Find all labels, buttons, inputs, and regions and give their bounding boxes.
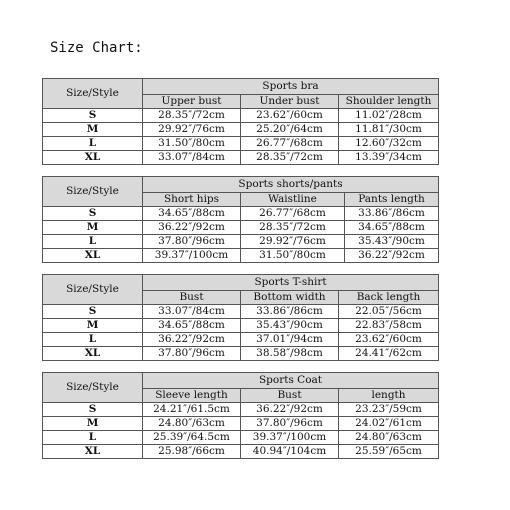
value-cell: 28.35″/72cm: [241, 151, 339, 165]
value-cell: 24.80″/63cm: [143, 417, 241, 431]
value-cell: 33.86″/86cm: [241, 305, 339, 319]
table-row: [43, 151, 439, 165]
value-cell: 11.81″/30cm: [339, 123, 439, 137]
value-cell: 26.77″/68cm: [241, 207, 345, 221]
table-row: [43, 431, 439, 445]
value-cell: 25.59″/65cm: [339, 445, 439, 459]
column-header: Pants length: [345, 193, 439, 207]
column-header: Waistline: [241, 193, 345, 207]
column-header: Back length: [339, 291, 439, 305]
size-table-sports-t-shirt: [42, 274, 439, 361]
column-header: Bottom width: [241, 291, 339, 305]
value-cell: 35.43″/90cm: [345, 235, 439, 249]
value-cell: 37.80″/96cm: [241, 417, 339, 431]
size-cell: XL: [43, 445, 143, 459]
column-header: Upper bust: [143, 95, 241, 109]
value-cell: 34.65″/88cm: [143, 207, 241, 221]
table-row: [43, 305, 439, 319]
value-cell: 24.41″/62cm: [339, 347, 439, 361]
size-cell: XL: [43, 151, 143, 165]
table-row: [43, 333, 439, 347]
value-cell: 40.94″/104cm: [241, 445, 339, 459]
size-cell: L: [43, 333, 143, 347]
value-cell: 23.62″/60cm: [241, 109, 339, 123]
table-row: [43, 123, 439, 137]
value-cell: 25.39″/64.5cm: [143, 431, 241, 445]
value-cell: 25.20″/64cm: [241, 123, 339, 137]
value-cell: 25.98″/66cm: [143, 445, 241, 459]
page-title: Size Chart:: [50, 40, 143, 56]
column-header: length: [339, 389, 439, 403]
value-cell: 12.60″/32cm: [339, 137, 439, 151]
column-header: Bust: [241, 389, 339, 403]
table-title: Sports bra: [143, 79, 439, 95]
size-cell: M: [43, 221, 143, 235]
value-cell: 26.77″/68cm: [241, 137, 339, 151]
value-cell: 35.43″/90cm: [241, 319, 339, 333]
value-cell: 39.37″/100cm: [241, 431, 339, 445]
value-cell: 36.22″/92cm: [143, 221, 241, 235]
table-row: [43, 403, 439, 417]
table-row: [43, 249, 439, 263]
size-cell: S: [43, 109, 143, 123]
value-cell: 33.07″/84cm: [143, 305, 241, 319]
value-cell: 38.58″/98cm: [241, 347, 339, 361]
value-cell: 22.83″/58cm: [339, 319, 439, 333]
column-header: Bust: [143, 291, 241, 305]
value-cell: 24.80″/63cm: [339, 431, 439, 445]
size-style-header: Size/Style: [43, 79, 143, 109]
size-table-sports-bra: [42, 78, 439, 165]
value-cell: 28.35″/72cm: [241, 221, 345, 235]
value-cell: 23.62″/60cm: [339, 333, 439, 347]
value-cell: 11.02″/28cm: [339, 109, 439, 123]
size-cell: S: [43, 207, 143, 221]
value-cell: 33.86″/86cm: [345, 207, 439, 221]
value-cell: 24.02″/61cm: [339, 417, 439, 431]
size-cell: M: [43, 417, 143, 431]
value-cell: 37.01″/94cm: [241, 333, 339, 347]
size-cell: L: [43, 137, 143, 151]
size-style-header: Size/Style: [43, 373, 143, 403]
value-cell: 31.50″/80cm: [241, 249, 345, 263]
table-title: Sports shorts/pants: [143, 177, 439, 193]
size-cell: S: [43, 403, 143, 417]
value-cell: 23.23″/59cm: [339, 403, 439, 417]
value-cell: 22.05″/56cm: [339, 305, 439, 319]
size-table-sports-shorts-pants: [42, 176, 439, 263]
size-cell: L: [43, 235, 143, 249]
value-cell: 24.21″/61.5cm: [143, 403, 241, 417]
size-table-sports-coat: [42, 372, 439, 459]
table-row: [43, 207, 439, 221]
size-cell: XL: [43, 347, 143, 361]
value-cell: 34.65″/88cm: [345, 221, 439, 235]
table-row: [43, 221, 439, 235]
size-cell: S: [43, 305, 143, 319]
table-row: [43, 445, 439, 459]
table-title: Sports Coat: [143, 373, 439, 389]
table-row: [43, 137, 439, 151]
size-cell: M: [43, 319, 143, 333]
size-style-header: Size/Style: [43, 177, 143, 207]
column-header: Shoulder length: [339, 95, 439, 109]
table-row: [43, 235, 439, 249]
value-cell: 28.35″/72cm: [143, 109, 241, 123]
value-cell: 37.80″/96cm: [143, 235, 241, 249]
value-cell: 39.37″/100cm: [143, 249, 241, 263]
table-row: [43, 347, 439, 361]
value-cell: 33.07″/84cm: [143, 151, 241, 165]
value-cell: 36.22″/92cm: [345, 249, 439, 263]
value-cell: 13.39″/34cm: [339, 151, 439, 165]
value-cell: 29.92″/76cm: [143, 123, 241, 137]
table-title: Sports T-shirt: [143, 275, 439, 291]
table-row: [43, 109, 439, 123]
column-header: Under bust: [241, 95, 339, 109]
table-row: [43, 319, 439, 333]
column-header: Short hips: [143, 193, 241, 207]
value-cell: 37.80″/96cm: [143, 347, 241, 361]
table-row: [43, 417, 439, 431]
value-cell: 36.22″/92cm: [241, 403, 339, 417]
value-cell: 29.92″/76cm: [241, 235, 345, 249]
size-cell: M: [43, 123, 143, 137]
column-header: Sleeve length: [143, 389, 241, 403]
value-cell: 36.22″/92cm: [143, 333, 241, 347]
value-cell: 34.65″/88cm: [143, 319, 241, 333]
value-cell: 31.50″/80cm: [143, 137, 241, 151]
size-cell: L: [43, 431, 143, 445]
size-style-header: Size/Style: [43, 275, 143, 305]
size-cell: XL: [43, 249, 143, 263]
